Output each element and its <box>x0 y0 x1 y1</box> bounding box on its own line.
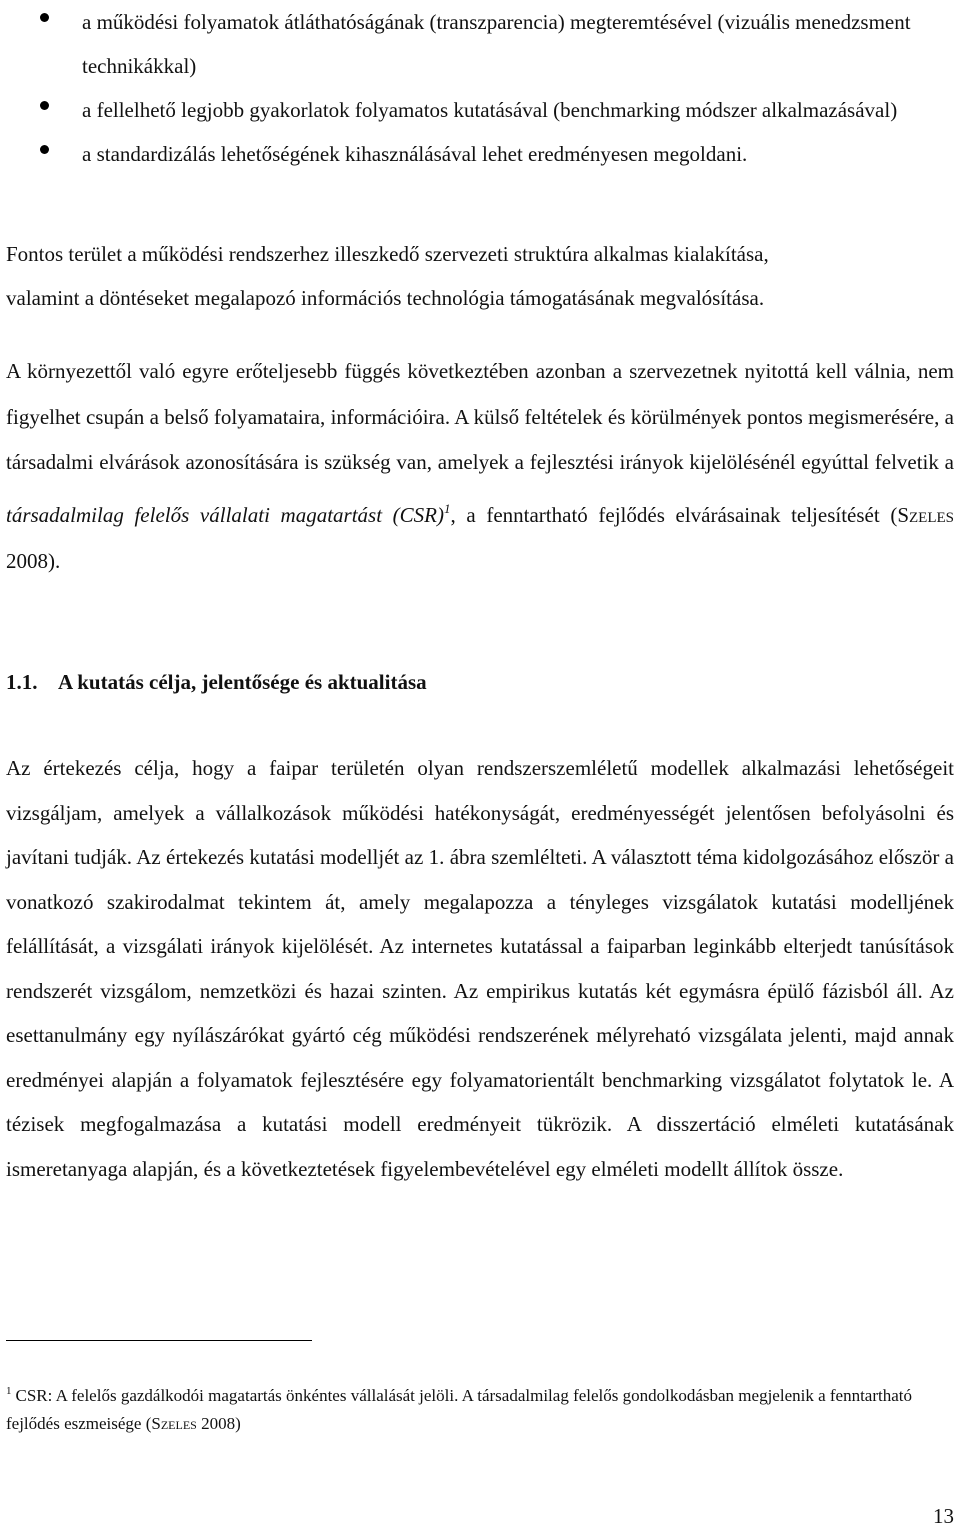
bullet-item <box>0 132 960 176</box>
section-number: 1.1. <box>6 670 38 694</box>
footnote-separator <box>6 1340 312 1341</box>
citation-year: 2008). <box>6 548 61 573</box>
citation-year: 2008) <box>196 1414 241 1433</box>
paragraph-environment <box>6 349 954 585</box>
section-title: A kutatás célja, jelentősége és aktualitása <box>58 670 427 694</box>
bullet-icon <box>40 13 49 22</box>
bullet-item <box>0 0 960 88</box>
bullet-icon <box>40 145 49 154</box>
bullet-item <box>0 88 960 132</box>
paragraph-structure <box>6 232 954 320</box>
paragraph-text: , a fenntartható fejlődés elvárásainak teljesítését ( <box>450 503 898 528</box>
csr-term: társadalmilag felelős vállalati magatartást (CSR) <box>6 503 444 528</box>
citation-author: Szeles <box>151 1414 197 1433</box>
section-heading <box>6 660 427 704</box>
paragraph-text: A környezettől való egyre erőteljesebb függés következtében azonban a szervezetnek nyitottá kell válnia, nem figyelhet csupán a belső folyamataira, információira. A külső feltételek és körülmények pontos megismerésére, a társadalmi elvárások azonosítására is szükség van, amelyek a fejlesztési irányok kijelölésénél egyúttal felvetik a <box>6 359 954 475</box>
page-number: 13 <box>933 1504 954 1528</box>
bullet-text: a standardizálás lehetőségének kihasználásával lehet eredményesen megoldani. <box>82 142 748 166</box>
bullet-text: a fellelhető legjobb gyakorlatok folyamatos kutatásával (benchmarking módszer alkalmazásával) <box>82 98 898 122</box>
footnote-reference[interactable]: 1 <box>444 501 451 517</box>
paragraph-line: valamint a döntéseket megalapozó információs technológia támogatásának megvalósítása. <box>6 286 765 310</box>
paragraph-research-goal: Az értekezés célja, hogy a faipar területén olyan rendszerszemléletű modellek alkalmazási lehetőségeit vizsgáljam, amelyek a vállalkozások működési hatékonyságát, eredményességét jelentősen befolyásolni és javítani tudják. Az értekezés kutatási modelljét az 1. ábra szemlélteti. A választott téma kidolgozásához először a vonatkozó szakirodalmat tekintem át, amely megalapozza a tényleges vizsgálatok kutatási modelljének felállítását, a vizsgálati irányok kijelölését. Az internetes kutatással a faiparban leginkább elterjedt tanúsítások rendszerét vizsgálom, nemzetközi és hazai szinten. Az empirikus kutatás két egymásra épülő fázisból áll. Az esettanulmány egy nyílászárókat gyártó cég működési rendszerének mélyreható vizsgálata jelenti, majd annak eredményei alapján a folyamatok fejlesztésére egy folyamatorientált benchmarking vizsgálatot folytatok le. A tézisek megfogalmazása a kutatási modell eredményeit tükrözik. A disszertáció elméleti kutatásának ismeretanyaga alapján, és a következtetések figyelembevételével egy elméleti modellt állítok össze. <box>6 756 954 1181</box>
footnote <box>6 1377 954 1438</box>
footnote-mark: 1 <box>6 1385 12 1397</box>
bullet-list <box>0 0 960 176</box>
citation-author: Szeles <box>897 503 954 528</box>
paragraph-line: Fontos terület a működési rendszerhez illeszkedő szervezeti struktúra alkalmas kialakítása, <box>6 242 769 266</box>
bullet-icon <box>40 101 49 110</box>
footnote-text: CSR: A felelős gazdálkodói magatartás önkéntes vállalását jelöli. A társadalmilag felelős gondolkodásban megjelenik a fenntartható fejlődés eszmeisége ( <box>6 1386 913 1433</box>
bullet-text: a működési folyamatok átláthatóságának (transzparencia) megteremtésével (vizuális menedzsment technikákkal) <box>82 10 911 78</box>
